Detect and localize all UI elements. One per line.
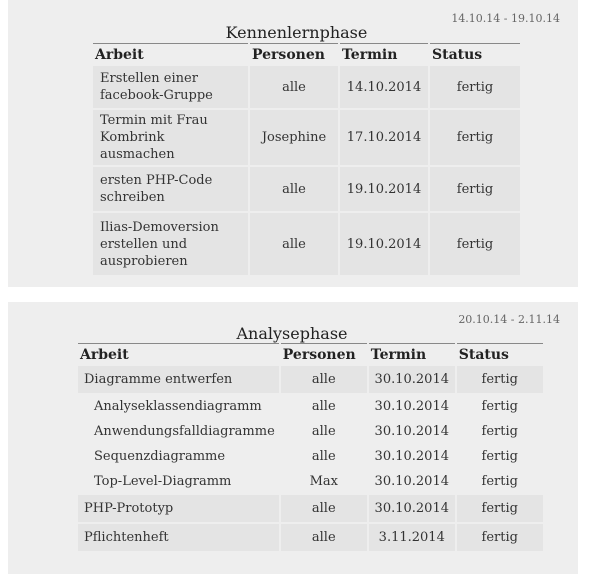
- task-status: fertig: [430, 110, 520, 165]
- task-date: 19.10.2014: [340, 213, 428, 275]
- table-row: [93, 110, 520, 165]
- table-row: [93, 213, 520, 275]
- task-status: fertig: [430, 167, 520, 211]
- task-persons: Max: [309, 474, 338, 489]
- table-row: [78, 495, 543, 522]
- table-row: [78, 366, 543, 393]
- task-date: 19.10.2014: [340, 167, 428, 211]
- phase-card-analysephase: [8, 302, 578, 574]
- column-header-personen: Personen: [250, 43, 338, 64]
- task-persons: alle: [311, 399, 336, 414]
- task-name: PHP-Prototyp: [78, 495, 279, 522]
- column-header-arbeit: Arbeit: [78, 343, 279, 364]
- task-status: fertig: [430, 213, 520, 275]
- task-table: [76, 341, 545, 553]
- task-name: Sequenzdiagramme: [94, 449, 226, 464]
- task-date: 30.10.2014: [369, 495, 455, 522]
- task-date: 30.10.2014: [374, 399, 449, 414]
- task-status: fertig: [481, 474, 518, 489]
- task-persons: alle: [250, 213, 338, 275]
- task-status: fertig: [457, 366, 543, 393]
- phase-title: Kennenlernphase: [225, 23, 368, 42]
- task-name: Erstellen einer facebook-Gruppe: [93, 66, 248, 108]
- column-header-arbeit: Arbeit: [93, 43, 248, 64]
- table-row-subtask: [78, 445, 543, 468]
- phase-title: Analysephase: [236, 324, 348, 343]
- task-name: Anwendungsfalldiagramme: [94, 424, 275, 439]
- column-header-status: Status: [457, 343, 543, 364]
- task-status: fertig: [481, 449, 518, 464]
- task-persons: alle: [281, 366, 367, 393]
- task-date: 17.10.2014: [340, 110, 428, 165]
- table-row: [93, 167, 520, 211]
- column-header-status: Status: [430, 43, 520, 64]
- task-table: [91, 41, 522, 277]
- task-name: Diagramme entwerfen: [78, 366, 279, 393]
- task-persons: alle: [250, 167, 338, 211]
- column-header-termin: Termin: [369, 343, 455, 364]
- task-name: Ilias-Demoversion erstellen und ausprobieren: [93, 213, 248, 275]
- table-row-subtask: [78, 470, 543, 493]
- task-name: Pflichtenheft: [78, 524, 279, 551]
- task-status: fertig: [481, 424, 518, 439]
- table-row: [78, 524, 543, 551]
- table-row-subtask: [78, 420, 543, 443]
- task-name: ersten PHP-Code schreiben: [93, 167, 248, 211]
- phase-card-kennenlernphase: [8, 0, 578, 287]
- task-name: Termin mit Frau Kombrink ausmachen: [93, 110, 248, 165]
- table-row-subtask: [78, 395, 543, 418]
- task-status: fertig: [430, 66, 520, 108]
- task-date: 30.10.2014: [369, 366, 455, 393]
- task-name: Top-Level-Diagramm: [94, 474, 232, 489]
- task-status: fertig: [481, 399, 518, 414]
- task-status: fertig: [457, 495, 543, 522]
- phase-date-range: 20.10.14 - 2.11.14: [458, 313, 560, 326]
- column-header-termin: Termin: [340, 43, 428, 64]
- task-name: Analyseklassendiagramm: [94, 399, 262, 414]
- task-date: 30.10.2014: [374, 449, 449, 464]
- task-date: 30.10.2014: [374, 474, 449, 489]
- task-date: 3.11.2014: [369, 524, 455, 551]
- task-date: 14.10.2014: [340, 66, 428, 108]
- task-persons: alle: [311, 449, 336, 464]
- phase-date-range: 14.10.14 - 19.10.14: [451, 12, 560, 25]
- task-persons: alle: [281, 495, 367, 522]
- task-persons: alle: [281, 524, 367, 551]
- task-status: fertig: [457, 524, 543, 551]
- task-persons: Josephine: [250, 110, 338, 165]
- task-persons: alle: [250, 66, 338, 108]
- task-persons: alle: [311, 424, 336, 439]
- column-header-personen: Personen: [281, 343, 367, 364]
- task-date: 30.10.2014: [374, 424, 449, 439]
- table-row: [93, 66, 520, 108]
